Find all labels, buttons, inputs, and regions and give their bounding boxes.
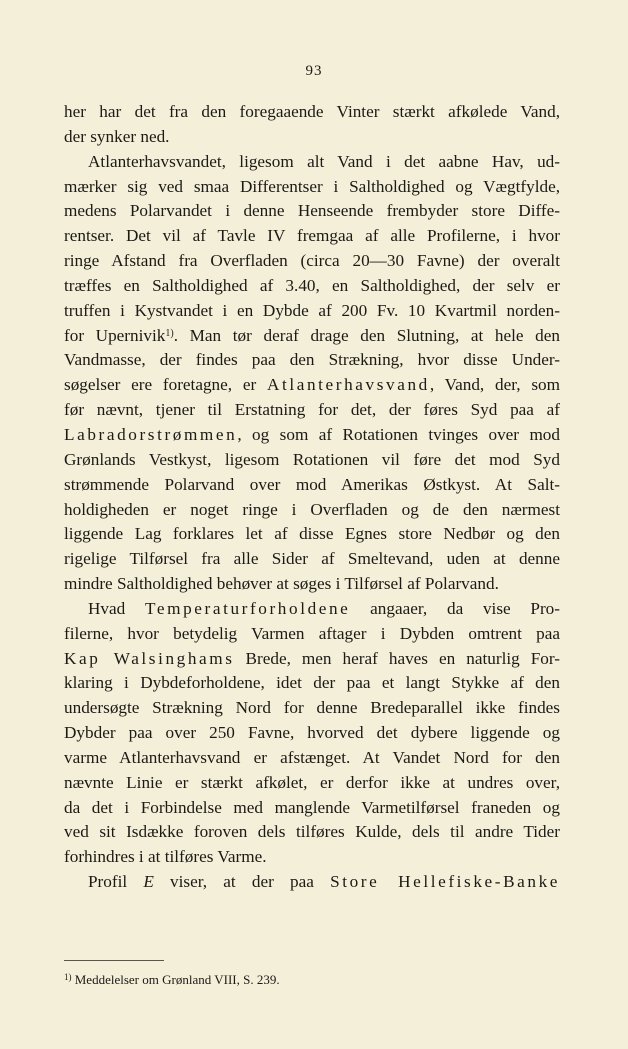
- spaced-emphasis: Labradorstrømmen: [64, 424, 238, 444]
- text-line: rigelige Tilførsel fra alle Sider af Smeltevand, uden at denne: [64, 549, 560, 569]
- text-segment: Brede, men heraf haves en naturlig For-: [234, 648, 560, 668]
- text-segment: for Upernivik: [64, 325, 166, 345]
- text-line: nævnte Linie er stærkt afkølet, er derfor ikke at undres over,: [64, 772, 560, 792]
- text-line: ved sit Isdække foroven dels tilføres Kulde, dels til andre Tider: [64, 822, 560, 842]
- text-segment: , Vand, der, som: [429, 375, 560, 395]
- text-line: [64, 870, 560, 895]
- text-line: [64, 373, 560, 398]
- text-line: rentser. Det vil af Tavle IV fremgaa af alle Profilerne, i hvor: [64, 226, 560, 246]
- footnote: [64, 972, 560, 988]
- text-line: varme Atlanterhavsvand er afstænget. At Vandet Nord for den: [64, 747, 560, 767]
- text-line: Dybder paa over 250 Favne, hvorved det dybere liggende og: [64, 723, 560, 743]
- text-segment: , og som af Rotationen tvinges over mod: [237, 424, 560, 444]
- page-number: 93: [305, 63, 323, 79]
- text-line: strømmende Polarvand over mod Amerikas Østkyst. At Salt-: [64, 474, 560, 494]
- spaced-emphasis: Temperaturforholdene: [145, 598, 351, 618]
- footnote-reference: 1): [165, 327, 174, 339]
- text-segment: E: [143, 872, 154, 892]
- text-segment: søgelser ere foretagne, er: [64, 375, 267, 395]
- spaced-emphasis: Kap Walsinghams: [64, 648, 235, 668]
- text-line: der synker ned.: [64, 126, 170, 146]
- text-line: Atlanterhavsvandet, ligesom alt Vand i det aabne Hav, ud-: [88, 151, 560, 171]
- text-segment: Hvad: [88, 598, 145, 618]
- text-line: holdigheden er noget ringe i Overfladen og de den nærmest: [64, 499, 560, 519]
- text-line: før nævnt, tjener til Erstatning for det, der føres Syd paa af: [64, 400, 560, 420]
- footnote-rule: [64, 960, 164, 961]
- text-line: træffes en Saltholdighed af 3.40, en Saltholdighed, der selv er: [64, 275, 560, 295]
- spaced-emphasis: Store Hellefiske-Banke: [330, 872, 560, 892]
- spaced-emphasis: Atlanterhavsvand: [267, 375, 430, 395]
- text-line: [64, 597, 560, 622]
- text-segment: viser, at der paa: [153, 872, 331, 892]
- text-line: [64, 647, 560, 672]
- text-line: da det i Forbindelse med manglende Varmetilførsel franeden og: [64, 797, 560, 817]
- text-line: liggende Lag forklares let af disse Egnes store Nedbør og den: [64, 524, 560, 544]
- text-line: mindre Saltholdighed behøver at søges i Tilførsel af Polarvand.: [64, 574, 499, 594]
- text-line: medens Polarvandet i denne Henseende frembyder store Diffe-: [64, 201, 560, 221]
- text-segment: angaaer, da vise Pro-: [350, 598, 560, 618]
- text-line: truffen i Kystvandet i en Dybde af 200 Fv. 10 Kvartmil norden-: [64, 300, 560, 320]
- footnote-text: Meddelelser om Grønland VIII, S. 239.: [71, 972, 280, 987]
- body-text: [64, 100, 560, 895]
- text-line: [64, 324, 560, 349]
- text-line: undersøgte Strækning Nord for denne Bredeparallel ikke findes: [64, 698, 560, 718]
- text-line: Grønlands Vestkyst, ligesom Rotationen vil føre det mod Syd: [64, 449, 560, 469]
- text-line: Vandmasse, der findes paa den Strækning, hvor disse Under-: [64, 350, 560, 370]
- text-segment: . Man tør deraf drage den Slutning, at hele den: [173, 325, 560, 345]
- footnote-marker: 1): [64, 972, 72, 982]
- text-segment: Profil: [88, 872, 144, 892]
- text-line: ringe Afstand fra Overfladen (circa 20—30 Favne) der overalt: [64, 251, 560, 271]
- text-line: filerne, hvor betydelig Varmen aftager i Dybden omtrent paa: [64, 623, 560, 643]
- text-line: forhindres i at tilføres Varme.: [64, 847, 267, 867]
- text-line: [64, 423, 560, 448]
- text-line: mærker sig ved smaa Differentser i Saltholdighed og Vægtfylde,: [64, 176, 560, 196]
- text-line: her har det fra den foregaaende Vinter stærkt afkølede Vand,: [64, 102, 560, 121]
- text-line: klaring i Dybdeforholdene, idet der paa et langt Stykke af den: [64, 673, 560, 693]
